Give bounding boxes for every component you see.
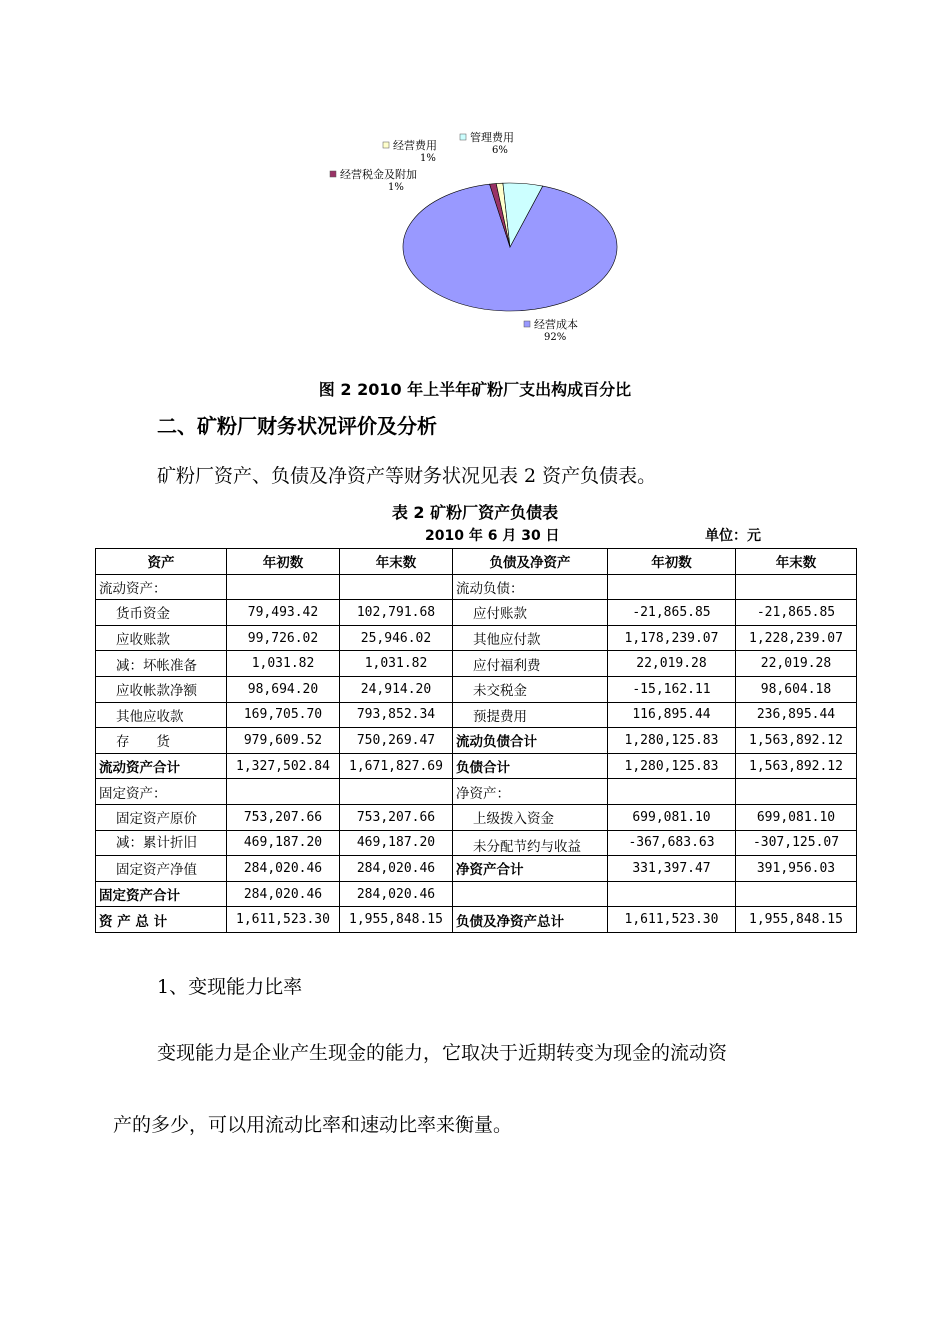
header-assets: 资产 [96, 549, 227, 575]
table-cell: 1,228,239.07 [736, 625, 857, 651]
table-cell: 1,031.82 [340, 651, 453, 677]
table-cell: 负债及净资产总计 [453, 907, 608, 933]
table-cell: 净资产： [453, 779, 608, 805]
table-cell: 331,397.47 [608, 856, 736, 882]
table-cell: 其他应收款 [96, 702, 227, 728]
slice-pct-jingying-chengben: 92% [544, 332, 567, 343]
table-cell: 102,791.68 [340, 600, 453, 626]
slice-name-guanli-feiyong: 管理费用 [470, 131, 514, 144]
table-cell: 净资产合计 [453, 856, 608, 882]
slice-label-jingying-feiyong [383, 138, 437, 164]
table-cell: 应付账款 [453, 600, 608, 626]
table-cell: 22,019.28 [608, 651, 736, 677]
table-cell: 固定资产原价 [96, 804, 227, 830]
table-cell [736, 574, 857, 600]
table-cell: 284,020.46 [340, 881, 453, 907]
table-cell: 预提费用 [453, 702, 608, 728]
table-cell: 1,955,848.15 [340, 907, 453, 933]
table-cell: 流动资产： [96, 574, 227, 600]
table-cell: 固定资产合计 [96, 881, 227, 907]
table-row [96, 702, 857, 728]
table-cell: 固定资产净值 [96, 856, 227, 882]
table-cell: 1,955,848.15 [736, 907, 857, 933]
table-header-row [96, 549, 857, 575]
table-cell [227, 574, 340, 600]
table-row [96, 856, 857, 882]
table-row [96, 651, 857, 677]
table-row [96, 804, 857, 830]
table-row [96, 600, 857, 626]
expense-pie-chart [300, 120, 660, 350]
table-cell: 未交税金 [453, 676, 608, 702]
slice-name-jingying-chengben: 经营成本 [534, 318, 578, 331]
slice-pct-shuijin: 1% [388, 182, 404, 193]
intro-paragraph: 矿粉厂资产、负债及净资产等财务状况见表 2 资产负债表。 [157, 465, 657, 487]
table-cell: 753,207.66 [340, 804, 453, 830]
sub-heading: 1、变现能力比率 [157, 976, 303, 998]
table-cell: 116,895.44 [608, 702, 736, 728]
table-cell: 1,178,239.07 [608, 625, 736, 651]
balance-sheet-table [95, 548, 857, 933]
table-cell [227, 779, 340, 805]
header-liabilities: 负债及净资产 [453, 549, 608, 575]
table-cell: 236,895.44 [736, 702, 857, 728]
table-cell [736, 779, 857, 805]
table-cell: 98,604.18 [736, 676, 857, 702]
legend-key-jingying-chengben [524, 321, 530, 327]
table-cell: 固定资产： [96, 779, 227, 805]
legend-key-guanli-feiyong [460, 134, 466, 140]
table-cell: 99,726.02 [227, 625, 340, 651]
table-cell: 753,207.66 [227, 804, 340, 830]
table-cell: -307,125.07 [736, 830, 857, 856]
table-row [96, 728, 857, 754]
table-cell: 24,914.20 [340, 676, 453, 702]
slice-name-shuijin: 经营税金及附加 [340, 168, 417, 181]
table-cell: 流动资产合计 [96, 753, 227, 779]
table-cell: 469,187.20 [340, 830, 453, 856]
table-cell [736, 881, 857, 907]
table-cell: 1,031.82 [227, 651, 340, 677]
table-cell: 减：累计折旧 [96, 830, 227, 856]
table-cell: 减：坏帐准备 [96, 651, 227, 677]
table-cell: 1,611,523.30 [227, 907, 340, 933]
table-cell [340, 574, 453, 600]
table-cell: 流动负债： [453, 574, 608, 600]
slice-label-guanli-feiyong [460, 130, 514, 156]
table-title: 表 2 矿粉厂资产负债表 [391, 503, 559, 522]
table-row [96, 907, 857, 933]
table-cell: 699,081.10 [736, 804, 857, 830]
table-cell: 其他应付款 [453, 625, 608, 651]
table-cell: 699,081.10 [608, 804, 736, 830]
table-date: 2010 年 6 月 30 日 [425, 528, 560, 544]
table-row [96, 625, 857, 651]
table-cell: 284,020.46 [227, 881, 340, 907]
table-row [96, 830, 857, 856]
table-row [96, 881, 857, 907]
table-cell: 750,269.47 [340, 728, 453, 754]
table-cell: 793,852.34 [340, 702, 453, 728]
table-cell: 25,946.02 [340, 625, 453, 651]
table-cell: 1,611,523.30 [608, 907, 736, 933]
table-cell [340, 779, 453, 805]
table-cell [608, 779, 736, 805]
table-cell: 负债合计 [453, 753, 608, 779]
table-cell: 98,694.20 [227, 676, 340, 702]
table-cell [608, 881, 736, 907]
table-cell: 上级拨入资金 [453, 804, 608, 830]
table-cell: 存 货 [96, 728, 227, 754]
header-liab-end: 年末数 [736, 549, 857, 575]
table-cell: -21,865.85 [736, 600, 857, 626]
table-cell: 469,187.20 [227, 830, 340, 856]
table-cell: 1,563,892.12 [736, 753, 857, 779]
table-row [96, 779, 857, 805]
slice-name-jingying-feiyong: 经营费用 [393, 139, 437, 152]
table-cell: 391,956.03 [736, 856, 857, 882]
table-cell: -21,865.85 [608, 600, 736, 626]
table-cell: 22,019.28 [736, 651, 857, 677]
body-paragraph-line-1: 变现能力是企业产生现金的能力，它取决于近期转变为现金的流动资 [157, 1042, 728, 1064]
table-cell: 货币资金 [96, 600, 227, 626]
table-cell: 284,020.46 [340, 856, 453, 882]
table-cell: -367,683.63 [608, 830, 736, 856]
table-cell [453, 881, 608, 907]
header-assets-end: 年末数 [340, 549, 453, 575]
table-cell: 79,493.42 [227, 600, 340, 626]
table-cell: 资 产 总 计 [96, 907, 227, 933]
header-liab-begin: 年初数 [608, 549, 736, 575]
slice-pct-jingying-feiyong: 1% [420, 153, 436, 164]
table-cell: -15,162.11 [608, 676, 736, 702]
pie-slices [403, 183, 617, 311]
figure-caption: 图 2 2010 年上半年矿粉厂支出构成百分比 [318, 380, 632, 399]
table-cell: 1,280,125.83 [608, 728, 736, 754]
table-cell: 1,563,892.12 [736, 728, 857, 754]
table-row [96, 574, 857, 600]
table-cell: 应付福利费 [453, 651, 608, 677]
legend-key-jingying-feiyong [383, 142, 389, 148]
table-cell: 未分配节约与收益 [453, 830, 608, 856]
table-row [96, 676, 857, 702]
table-cell: 169,705.70 [227, 702, 340, 728]
table-unit: 单位：元 [705, 528, 761, 544]
table-cell [608, 574, 736, 600]
table-cell: 1,280,125.83 [608, 753, 736, 779]
table-row [96, 753, 857, 779]
header-assets-begin: 年初数 [227, 549, 340, 575]
table-cell: 流动负债合计 [453, 728, 608, 754]
table-cell: 1,327,502.84 [227, 753, 340, 779]
slice-label-jingying-chengben [524, 317, 578, 343]
table-cell: 284,020.46 [227, 856, 340, 882]
body-paragraph-line-2: 产的多少，可以用流动比率和速动比率来衡量。 [113, 1114, 513, 1136]
slice-pct-guanli-feiyong: 6% [492, 145, 508, 156]
table-cell: 1,671,827.69 [340, 753, 453, 779]
legend-key-shuijin [330, 171, 336, 177]
table-cell: 应收账款 [96, 625, 227, 651]
section-heading: 二、矿粉厂财务状况评价及分析 [157, 414, 437, 438]
slice-label-shuijin [330, 167, 417, 193]
table-cell: 应收帐款净额 [96, 676, 227, 702]
table-cell: 979,609.52 [227, 728, 340, 754]
